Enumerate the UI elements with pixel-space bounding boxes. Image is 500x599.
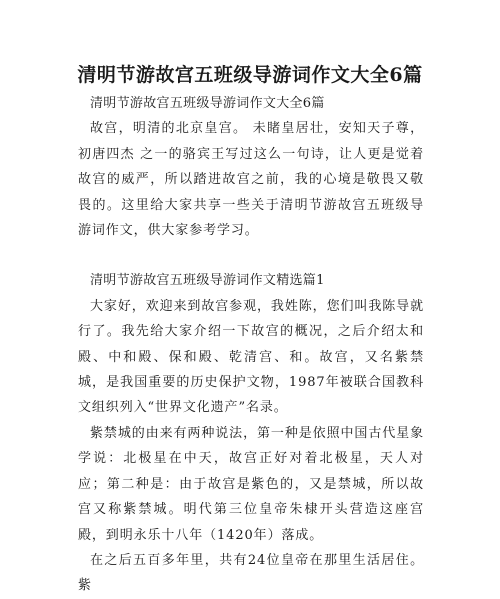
intro-paragraph: 故宫，明清的北京皇宫。 未睹皇居壮，安知天子尊，初唐四杰 之一的骆宾王写过这么一句诗，让人更是觉着故宫的威严，所以踏进故宫之前，我的心境是敬畏又敬畏的。这里给大家共享一些关于清明节游故宫五班级导游词作文，供大家参考学习。: [78, 121, 424, 239]
paragraph-spacer: [78, 243, 424, 268]
section-1-paragraph-1: 大家好，欢迎来到故宫参观，我姓陈，您们叫我陈导就行了。我先给大家介绍一下故宫的概况，之后介绍太和殿、中和殿、保和殿、乾清宫、和。故宫，又名紫禁城，是我国重要的历史保护文物，1987年被联合国教科文组织列入“世界文化遗产”名录。: [78, 298, 424, 416]
document-title: 清明节游故宫五班级导游词作文大全6篇: [77, 64, 423, 86]
intro-subtitle: 清明节游故宫五班级导游词作文大全6篇: [90, 96, 325, 111]
section-1-paragraph-2: 紫禁城的由来有两种说法，第一种是依照中国古代星象学说：北极星在中天，故宫正好对着北极星，天人对应；第二种是：由于故宫是紫色的，又是禁城，所以故宫又称紫禁城。明代第三位皇帝朱棣开头营造这座宫殿，到明永乐十八年（1420年）落成。: [78, 425, 424, 543]
section-heading-1: 清明节游故宫五班级导游词作文精选篇1: [90, 273, 325, 289]
document-body: [78, 91, 424, 599]
section-1-paragraph-3: 在之后五百多年里，共有24位皇帝在那里生活居住。紫: [78, 552, 424, 594]
